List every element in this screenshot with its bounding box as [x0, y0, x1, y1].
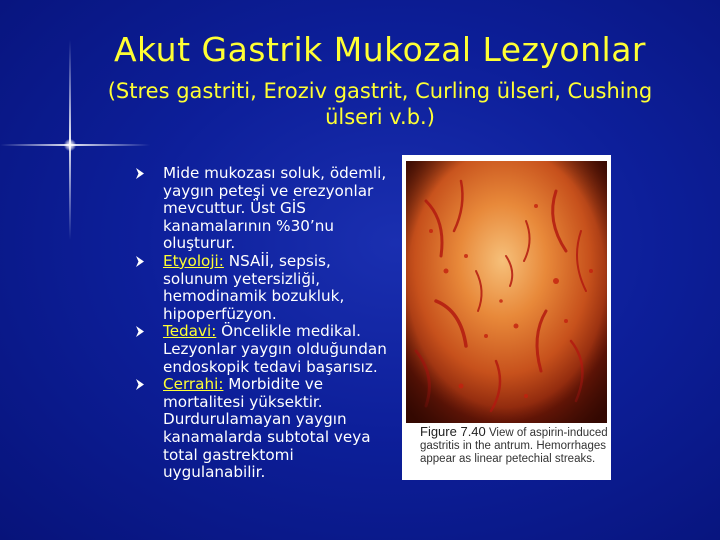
- bullet-item: [135, 165, 397, 253]
- arrow-bullet-icon: [135, 379, 145, 390]
- slide-title: Akut Gastrik Mukozal Lezyonlar: [113, 30, 646, 69]
- arrow-bullet-icon: [135, 326, 145, 337]
- endoscopy-image: [406, 161, 607, 423]
- sparkle-star-icon: [64, 139, 76, 151]
- bullet-item: [135, 253, 397, 323]
- bullet-text: Mide mukozası soluk, ödemli, yaygın peteşi ve erezyonlar mevcuttur. Üst GİS kanamalarının %30’nu oluşturur.: [163, 164, 387, 253]
- bullet-label: Etyoloji:: [163, 251, 224, 270]
- bullet-list: [135, 165, 397, 482]
- bullet-text: Morbidite ve mortalitesi yüksektir. Durdurulamayan yaygın kanamalarda subtotal veya total gastrektomi uygulanabilir.: [163, 375, 371, 482]
- bullet-item: [135, 376, 397, 482]
- arrow-bullet-icon: [135, 168, 145, 179]
- bullet-text: NSAİİ, sepsis, solunum yetersizliği, hemodinamik bozukluk, hipoperfüzyon.: [163, 251, 345, 323]
- bullet-label: Tedavi:: [163, 322, 217, 341]
- figure-caption-text: View of aspirin-induced gastritis in the antrum. Hemorrhages appear as linear petechial streaks.: [420, 427, 608, 465]
- bullet-text: Öncelikle medikal. Lezyonlar yaygın olduğundan endoskopik tedavi başarısız.: [163, 322, 387, 376]
- figure-number: Figure 7.40: [420, 424, 486, 439]
- figure-caption: [420, 425, 610, 466]
- bullet-item: [135, 323, 397, 376]
- endoscopy-figure: [402, 155, 611, 480]
- endoscopy-photo: [406, 161, 607, 423]
- arrow-bullet-icon: [135, 256, 145, 267]
- bullet-label: Cerrahi:: [163, 375, 224, 394]
- slide-subtitle: (Stres gastriti, Eroziv gastrit, Curling ülseri, Cushing ülseri v.b.): [107, 79, 653, 129]
